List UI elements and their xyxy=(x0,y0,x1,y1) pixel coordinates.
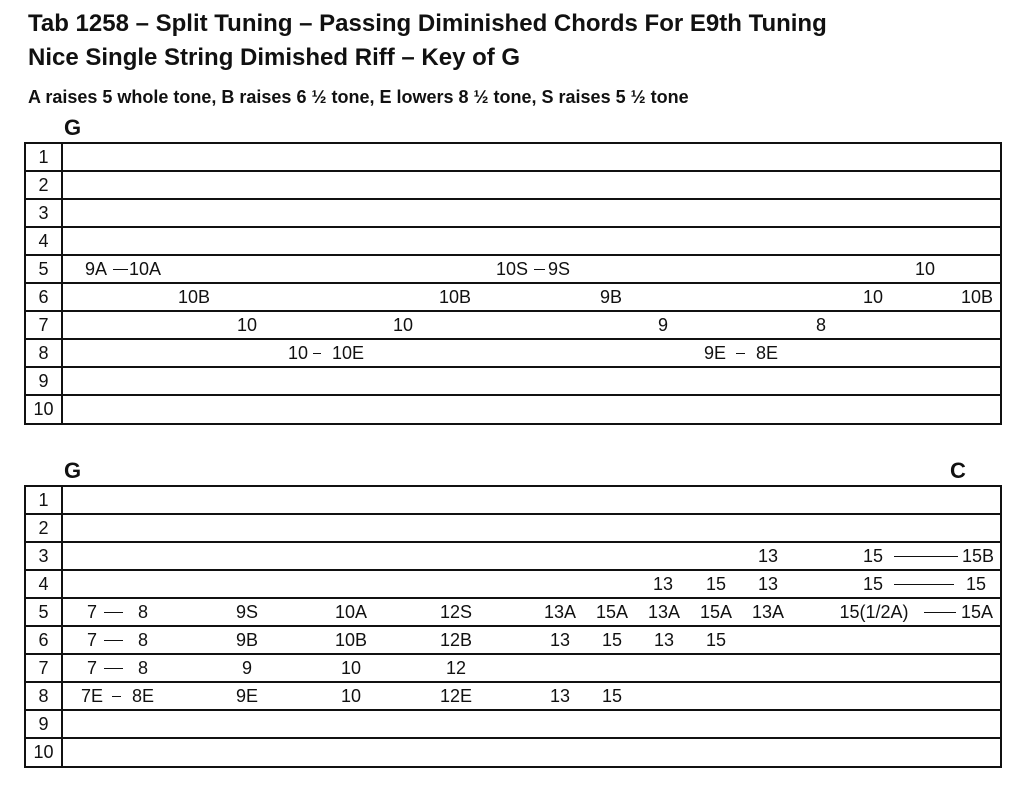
tab-note: 9 xyxy=(657,315,669,335)
tab-note: 10B xyxy=(960,287,994,307)
tab-note: 13 xyxy=(652,574,674,594)
slide-line xyxy=(313,353,321,354)
string-number: 10 xyxy=(26,396,63,424)
tab-note: 15 xyxy=(862,546,884,566)
slide-line xyxy=(104,612,123,613)
tab-note: 15B xyxy=(961,546,995,566)
slide-line xyxy=(113,269,128,270)
tab-note: 10 xyxy=(392,315,414,335)
chord-label: G xyxy=(64,458,82,483)
string-row xyxy=(26,543,1000,571)
tab-staff xyxy=(24,485,1002,768)
string-number: 10 xyxy=(26,739,63,767)
slide-line xyxy=(112,696,121,697)
tab-note: 8E xyxy=(131,686,155,706)
tab-note: 10 xyxy=(340,686,362,706)
string-row xyxy=(26,284,1000,312)
tab-note: 8 xyxy=(137,602,149,622)
string-row xyxy=(26,487,1000,515)
slide-line xyxy=(534,269,545,270)
tab-note: 15 xyxy=(601,686,623,706)
string-number: 5 xyxy=(26,599,63,625)
tab-note: 8 xyxy=(137,658,149,678)
string-row xyxy=(26,515,1000,543)
tab-note: 10 xyxy=(914,259,936,279)
tab-note: 12 xyxy=(445,658,467,678)
string-number: 2 xyxy=(26,515,63,541)
string-row xyxy=(26,256,1000,284)
tab-note: 12E xyxy=(439,686,473,706)
tab-note: 15 xyxy=(705,574,727,594)
tab-note: 8 xyxy=(815,315,827,335)
tab-note: 10E xyxy=(331,343,365,363)
string-number: 3 xyxy=(26,200,63,226)
string-row xyxy=(26,396,1000,424)
tab-staff xyxy=(24,142,1002,425)
string-row xyxy=(26,739,1000,767)
tab-note: 7 xyxy=(86,602,98,622)
tab-note: 8 xyxy=(137,630,149,650)
string-row xyxy=(26,627,1000,655)
string-number: 2 xyxy=(26,172,63,198)
tab-note: 13 xyxy=(549,686,571,706)
tab-note: 12S xyxy=(439,602,473,622)
chord-label: G xyxy=(64,115,82,140)
string-number: 4 xyxy=(26,571,63,597)
slide-line xyxy=(894,556,958,557)
tab-note: 13A xyxy=(543,602,577,622)
string-number: 9 xyxy=(26,368,63,394)
string-number: 6 xyxy=(26,284,63,310)
slide-line xyxy=(104,640,123,641)
string-row xyxy=(26,312,1000,340)
tab-note: 9 xyxy=(241,658,253,678)
tab-note: 7E xyxy=(80,686,104,706)
tab-note: 13A xyxy=(751,602,785,622)
string-row xyxy=(26,200,1000,228)
string-number: 4 xyxy=(26,228,63,254)
tab-note: 13 xyxy=(757,574,779,594)
string-number: 7 xyxy=(26,655,63,681)
tab-note: 13 xyxy=(549,630,571,650)
tab-note: 15 xyxy=(601,630,623,650)
tab-note: 15 xyxy=(705,630,727,650)
tab-note: 10S xyxy=(495,259,529,279)
tab-note: 10B xyxy=(438,287,472,307)
string-row xyxy=(26,711,1000,739)
page-title: Tab 1258 – Split Tuning – Passing Diminished Chords For E9th Tuning xyxy=(28,10,827,37)
string-row xyxy=(26,368,1000,396)
tab-note: 15A xyxy=(960,602,994,622)
tab-note: 15A xyxy=(595,602,629,622)
string-number: 8 xyxy=(26,683,63,709)
slide-line xyxy=(924,612,956,613)
slide-line xyxy=(894,584,954,585)
tab-note: 9S xyxy=(235,602,259,622)
tab-note: 10B xyxy=(334,630,368,650)
string-row xyxy=(26,144,1000,172)
tab-note: 12B xyxy=(439,630,473,650)
string-number: 1 xyxy=(26,487,63,513)
tab-note: 10B xyxy=(177,287,211,307)
tab-note: 10 xyxy=(287,343,309,363)
string-row xyxy=(26,340,1000,368)
tuning-legend: A raises 5 whole tone, B raises 6 ½ tone, E lowers 8 ½ tone, S raises 5 ½ tone xyxy=(28,87,689,107)
string-row xyxy=(26,228,1000,256)
tab-note: 10 xyxy=(862,287,884,307)
slide-line xyxy=(736,353,745,354)
tab-note: 13 xyxy=(653,630,675,650)
string-number: 7 xyxy=(26,312,63,338)
string-number: 8 xyxy=(26,340,63,366)
tab-note: 9B xyxy=(599,287,623,307)
slide-line xyxy=(104,668,123,669)
tab-note: 15 xyxy=(965,574,987,594)
tab-note: 10 xyxy=(340,658,362,678)
tab-note: 9S xyxy=(547,259,571,279)
string-number: 9 xyxy=(26,711,63,737)
tab-note: 9B xyxy=(235,630,259,650)
tab-note: 8E xyxy=(755,343,779,363)
tab-note: 15A xyxy=(699,602,733,622)
tab-note: 7 xyxy=(86,630,98,650)
tab-note: 13 xyxy=(757,546,779,566)
tab-note: 10 xyxy=(236,315,258,335)
tab-note: 15(1/2A) xyxy=(839,602,909,622)
string-number: 6 xyxy=(26,627,63,653)
string-row xyxy=(26,172,1000,200)
tab-note: 7 xyxy=(86,658,98,678)
chord-label: C xyxy=(950,458,966,483)
string-row xyxy=(26,571,1000,599)
tab-note: 15 xyxy=(862,574,884,594)
string-row xyxy=(26,655,1000,683)
string-number: 3 xyxy=(26,543,63,569)
tab-note: 9E xyxy=(235,686,259,706)
string-number: 5 xyxy=(26,256,63,282)
string-row xyxy=(26,683,1000,711)
tab-note: 13A xyxy=(647,602,681,622)
tab-note: 10A xyxy=(334,602,368,622)
tab-note: 10A xyxy=(128,259,162,279)
page-subtitle: Nice Single String Dimished Riff – Key of G xyxy=(28,44,521,71)
tab-note: 9E xyxy=(703,343,727,363)
tab-note: 9A xyxy=(84,259,108,279)
string-row xyxy=(26,599,1000,627)
string-number: 1 xyxy=(26,144,63,170)
